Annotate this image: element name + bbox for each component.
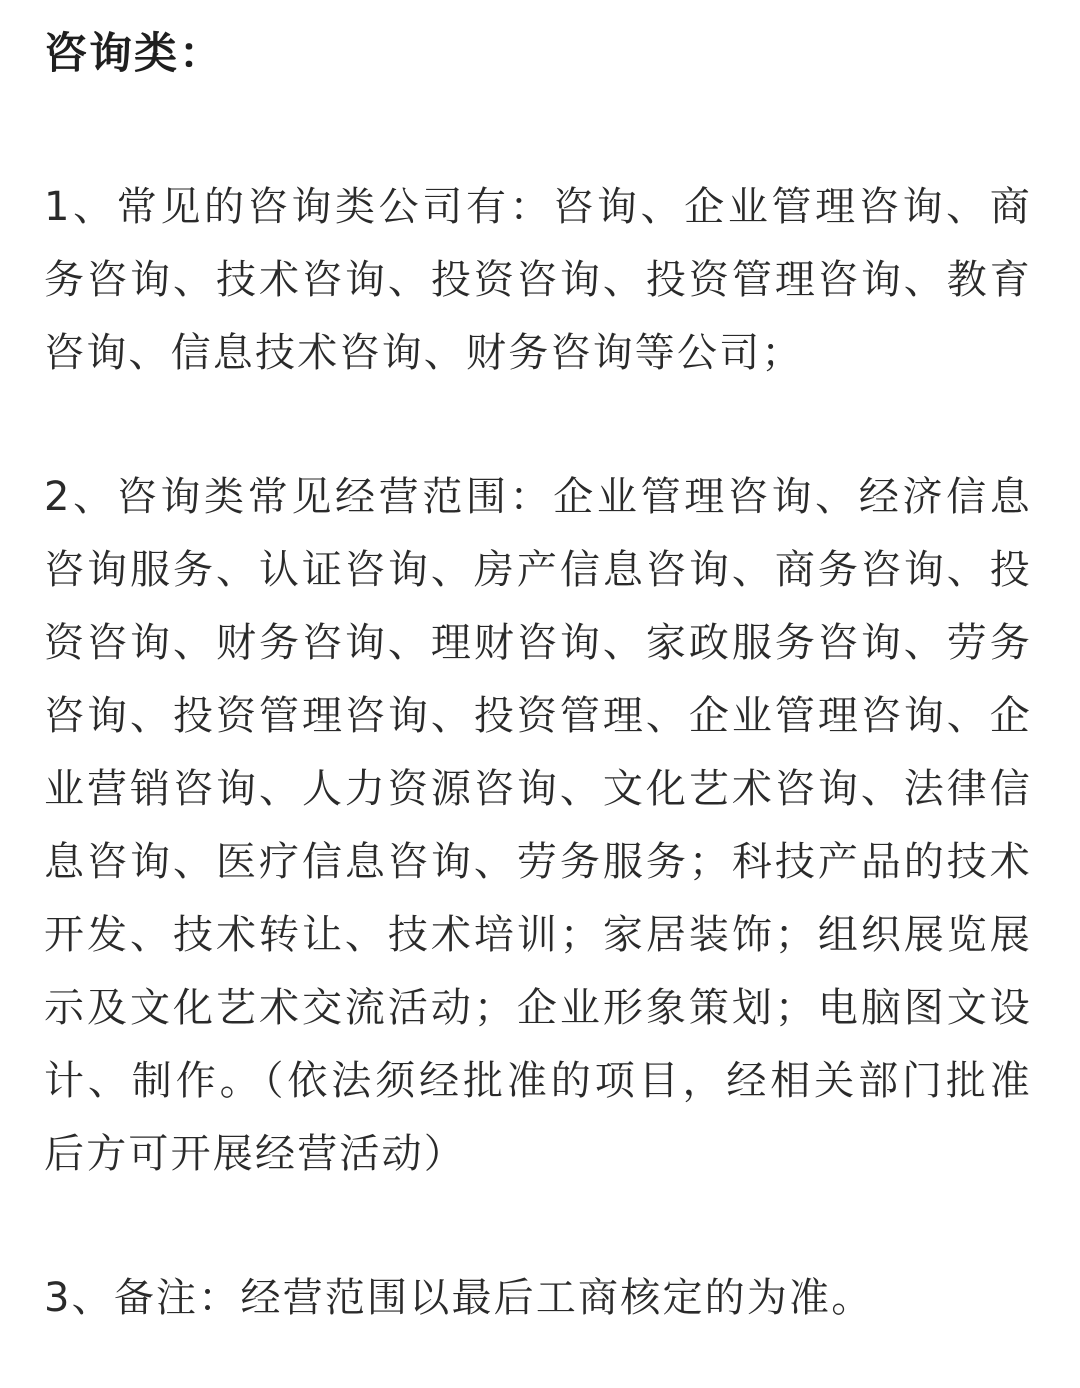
paragraph-common-companies: 1、常见的咨询类公司有：咨询、企业管理咨询、商务咨询、技术咨询、投资咨询、投资管理咨询、教育咨询、信息技术咨询、财务咨询等公司；: [44, 184, 1032, 376]
paragraph-note: 3、备注：经营范围以最后工商核定的为准。: [44, 1275, 874, 1321]
paragraph-business-scope: 2、咨询类常见经营范围：企业管理咨询、经济信息咨询服务、认证咨询、房产信息咨询、商务咨询、投资咨询、财务咨询、理财咨询、家政服务咨询、劳务咨询、投资管理咨询、投资管理、企业管理咨询、企业营销咨询、人力资源咨询、文化艺术咨询、法律信息咨询、医疗信息咨询、劳务服务；科技产品的技术开发、技术转让、技术培训；家居装饰；组织展览展示及文化艺术交流活动；企业形象策划；电脑图文设计、制作。（依法须经批准的项目，经相关部门批准后方可开展经营活动）: [44, 474, 1032, 1177]
section-heading: 咨询类：: [44, 29, 224, 79]
